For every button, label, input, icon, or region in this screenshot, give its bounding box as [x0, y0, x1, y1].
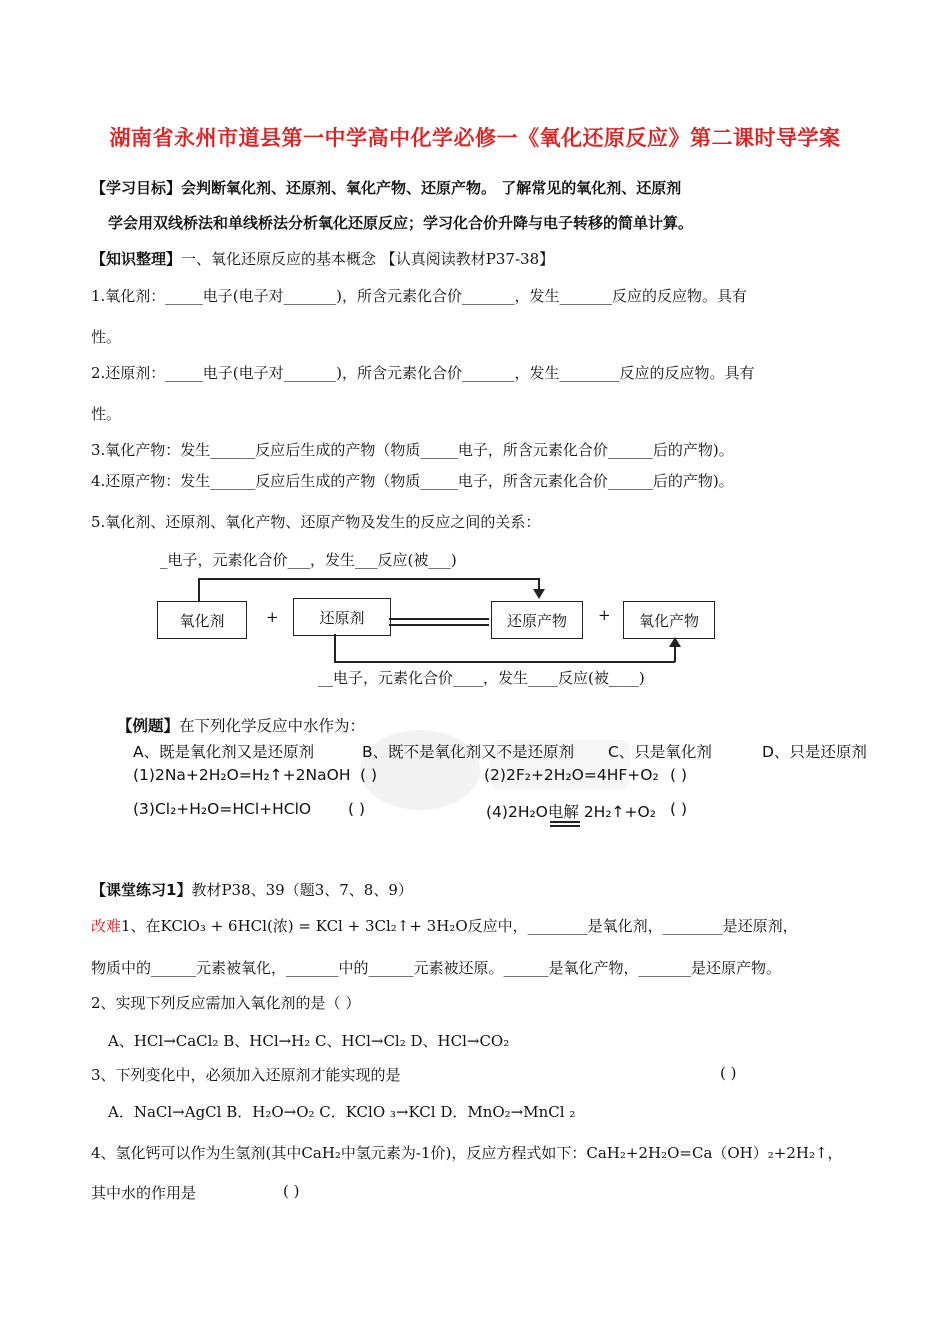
item-1-line-a: 1.氧化剂：_____电子(电子对_______)，所含元素化合价_______，发生_______反应的反应物。具有: [91, 287, 748, 305]
electrolysis-underline-2: [550, 825, 580, 827]
equals-line-top: [389, 618, 489, 620]
question-3-options: A．NaCl→AgCl B．H₂O→O₂ C．KClO ₃→KCl D．MnO₂→MnCl ₂: [108, 1103, 576, 1121]
item-2-line-b: 性。: [91, 405, 122, 423]
knowledge-heading: 【知识整理】: [91, 250, 182, 268]
objectives-line-1: 【学习目标】会判断氧化剂、还原剂、氧化产物、还原产物。 了解常见的氧化剂、还原剂: [91, 179, 682, 197]
item-1-line-b: 性。: [91, 328, 122, 346]
box-reductant: 还原剂: [293, 598, 391, 636]
box-reduction-product: 还原产物: [491, 601, 583, 639]
example-answer-2: ( ): [670, 766, 688, 784]
plus-sign-2: +: [598, 606, 611, 624]
question-1-prefix: 改难: [91, 917, 122, 935]
example-option-d: D、只是还原剂: [762, 743, 867, 761]
practice-heading-row: [91, 879, 413, 900]
question-4-line-a: 4、氢化钙可以作为生氢剂(其中CaH₂中氢元素为-1价)，反应方程式如下：CaH₂+2H₂O=Ca（OH）₂+2H₂↑，: [91, 1144, 843, 1162]
bottom-arrow-left-line: [334, 634, 336, 662]
page-title: 湖南省永州市道县第一中学高中化学必修一《氧化还原反应》第二课时导学案: [109, 126, 841, 150]
question-1-line-b: 物质中的______元素被氧化，_______中的______元素被还原。______是氧化产物，_______是还原产物。: [91, 959, 782, 977]
example-reaction-1: (1)2Na+2H₂O=H₂↑+2NaOH: [133, 766, 351, 784]
bottom-arrow-horizontal-line: [334, 661, 675, 663]
question-1-text: 1、在KClO₃ + 6HCl(浓) = KCl + 3Cl₂↑+ 3H₂O反应中，________是氧化剂，________是还原剂，: [121, 917, 798, 935]
example-answer-1: ( ): [360, 766, 378, 784]
bottom-arrow-head-icon: [669, 637, 681, 647]
example-option-c: C、只是氧化剂: [608, 743, 712, 761]
example-answer-3: ( ): [348, 800, 366, 818]
question-4-answer: ( ): [283, 1182, 300, 1200]
question-2: 2、实现下列反应需加入氧化剂的是（ ）: [91, 994, 361, 1012]
item-2-line-a: 2.还原剂：_____电子(电子对_______)，所含元素化合价_______，发生________反应的反应物。具有: [91, 364, 755, 382]
plus-sign-1: +: [266, 608, 279, 626]
top-arrow-head-icon: [533, 589, 545, 599]
example-reaction-4: (4)2H₂O电解 2H₂↑+O₂: [486, 803, 656, 821]
example-question: 在下列化学反应中水作为：: [179, 717, 366, 735]
bottom-arrow-right-line: [674, 646, 676, 662]
question-3-answer: ( ): [720, 1064, 737, 1082]
diagram-bottom-label: __电子，元素化合价____，发生____反应(被____): [318, 669, 645, 687]
knowledge-heading-row: [91, 248, 554, 269]
objectives-line-2: 学会用双线桥法和单线桥法分析氧化还原反应；学习化合价升降与电子转移的简单计算。: [108, 214, 694, 232]
item-3: 3.氧化产物：发生______反应后生成的产物（物质_____电子，所含元素化合价______后的产物)。: [91, 441, 734, 459]
top-arrow-left-line: [198, 578, 200, 602]
diagram-top-label: _电子，元素化合价___，发生___反应(被___): [160, 551, 457, 569]
top-arrow-horizontal-line: [198, 578, 539, 580]
electrolysis-underline-1: [550, 821, 580, 823]
example-option-b: B、既不是氧化剂又不是还原剂: [362, 743, 575, 761]
box-oxidation-product: 氧化产物: [623, 601, 715, 639]
example-reaction-2: (2)2F₂+2H₂O=4HF+O₂: [484, 766, 659, 784]
equals-line-bottom: [389, 624, 489, 626]
question-4-line-b: 其中水的作用是: [91, 1184, 197, 1202]
example-heading-row: [117, 714, 365, 736]
practice-heading: 【课堂练习1】: [91, 881, 192, 899]
question-2-options: A、HCl→CaCl₂ B、HCl→H₂ C、HCl→Cl₂ D、HCl→CO₂: [108, 1032, 510, 1050]
item-4: 4.还原产物：发生______反应后生成的产物（物质_____电子，所含元素化合价______后的产物)。: [91, 472, 734, 490]
question-1-line-a: [91, 915, 798, 936]
example-reaction-3: (3)Cl₂+H₂O=HCl+HClO: [133, 800, 312, 818]
example-heading: 【例题】: [117, 717, 180, 735]
box-oxidant: 氧化剂: [157, 601, 247, 639]
practice-heading-rest: 教材P38、39（题3、7、8、9）: [191, 881, 413, 899]
example-option-a: A、既是氧化剂又是还原剂: [133, 743, 315, 761]
question-3: 3、下列变化中，必须加入还原剂才能实现的是: [91, 1066, 401, 1084]
example-answer-4: ( ): [670, 800, 688, 818]
item-5: 5.氧化剂、还原剂、氧化产物、还原产物及发生的反应之间的关系：: [91, 513, 541, 531]
knowledge-heading-rest: 一、氧化还原反应的基本概念 【认真阅读教材P37-38】: [181, 250, 555, 268]
